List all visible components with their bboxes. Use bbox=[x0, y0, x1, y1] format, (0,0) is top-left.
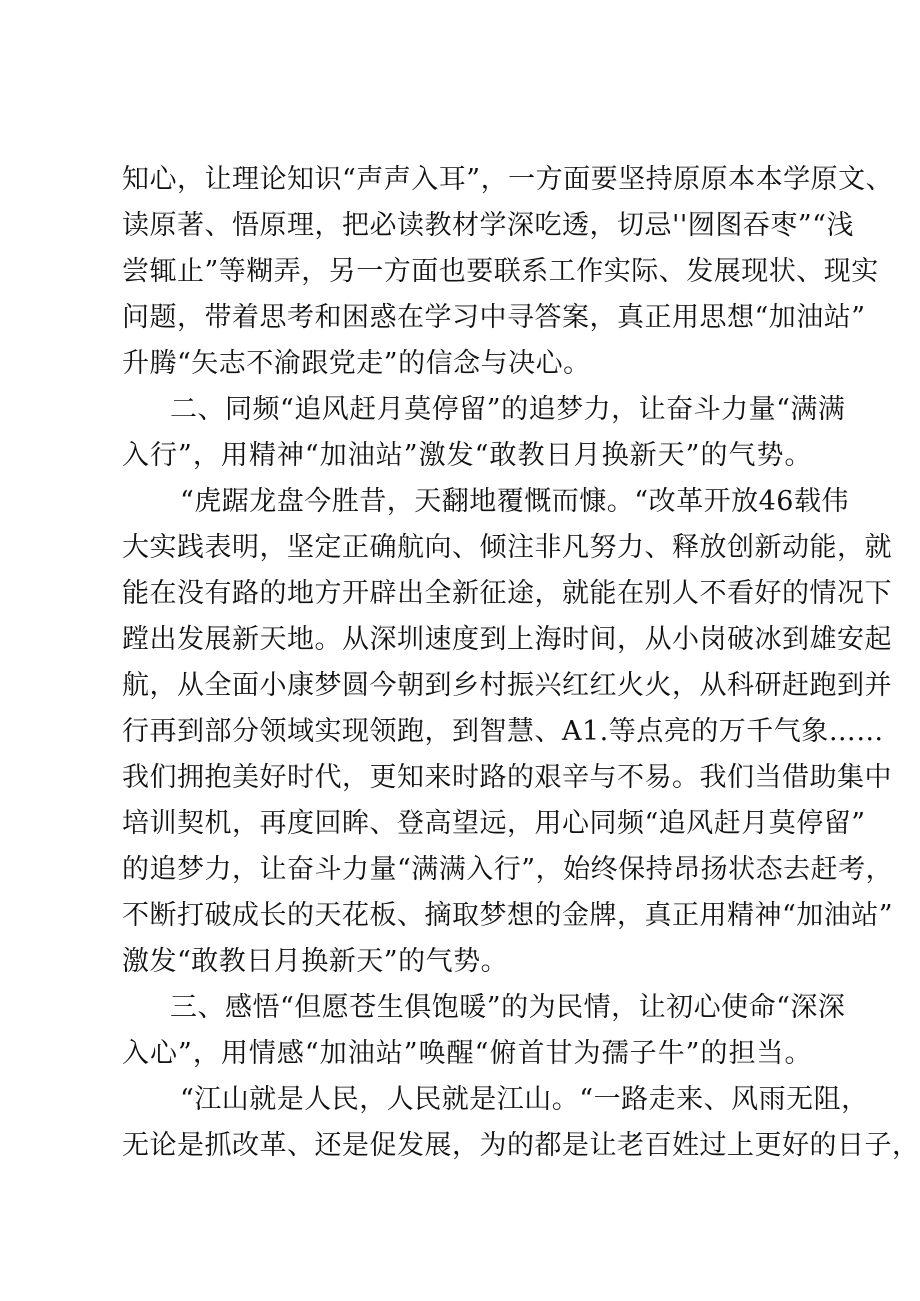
text-line: 行再到部分领域实现领跑，到智慧、A1.等点亮的万千气象…… bbox=[122, 716, 884, 747]
text-line: 能在没有路的地方开辟出全新征途，就能在别人不看好的情况下 bbox=[122, 578, 892, 609]
text-line: “江山就是人民，人民就是江山。“一路走来、风雨无阻， bbox=[180, 1084, 869, 1115]
text-line: 升腾“矢志不渝跟党走”的信念与决心。 bbox=[122, 348, 591, 379]
text-line: 问题，带着思考和困惑在学习中寻答案，真正用思想“加油站” bbox=[122, 302, 866, 333]
text-line: 尝辄止”等糊弄，另一方面也要联系工作实际、发展现状、现实 bbox=[122, 256, 879, 287]
text-line: 无论是抓改革、还是促发展，为的都是让老百姓过上更好的日子， bbox=[122, 1130, 920, 1161]
text-line: 培训契机，再度回眸、登高望远，用心同频“追风赶月莫停留” bbox=[122, 808, 866, 839]
text-line: 航，从全面小康梦圆今朝到乡村振兴红红火火，从科研赶跑到并 bbox=[122, 670, 892, 701]
text-line: 激发“敢教日月换新天”的气势。 bbox=[122, 946, 509, 977]
section-heading-line: 入行”，用精神“加油站”激发“敢教日月换新天”的气势。 bbox=[122, 440, 812, 471]
section-heading-line: 入心”，用情感“加油站”唤醒“俯首甘为孺子牛”的担当。 bbox=[122, 1038, 812, 1069]
text-line: 大实践表明，坚定正确航向、倾注非凡努力、释放创新动能，就 bbox=[122, 532, 892, 563]
text-line: 蹚出发展新天地。从深圳速度到上海时间，从小岗破冰到雄安起 bbox=[122, 624, 892, 655]
text-line: “虎踞龙盘今胜昔，天翻地覆慨而慷。“改革开放46载伟 bbox=[180, 486, 849, 517]
section-heading-line: 三、感悟“但愿苍生俱饱暖”的为民情，让初心使命“深深 bbox=[170, 992, 846, 1023]
text-line: 知心，让理论知识“声声入耳”，一方面要坚持原原本本学原文、 bbox=[122, 164, 894, 195]
text-line: 我们拥抱美好时代，更知来时路的艰辛与不易。我们当借助集中 bbox=[122, 762, 892, 793]
text-line: 的追梦力，让奋斗力量“满满入行”，始终保持昂扬状态去赶考， bbox=[122, 854, 894, 885]
section-heading-line: 二、同频“追风赶月莫停留”的追梦力，让奋斗力量“满满 bbox=[170, 394, 846, 425]
text-line: 读原著、悟原理，把必读教材学深吃透，切忌''囫图吞枣”“浅 bbox=[122, 210, 854, 241]
text-line: 不断打破成长的天花板、摘取梦想的金牌，真正用精神“加油站” bbox=[122, 900, 894, 931]
